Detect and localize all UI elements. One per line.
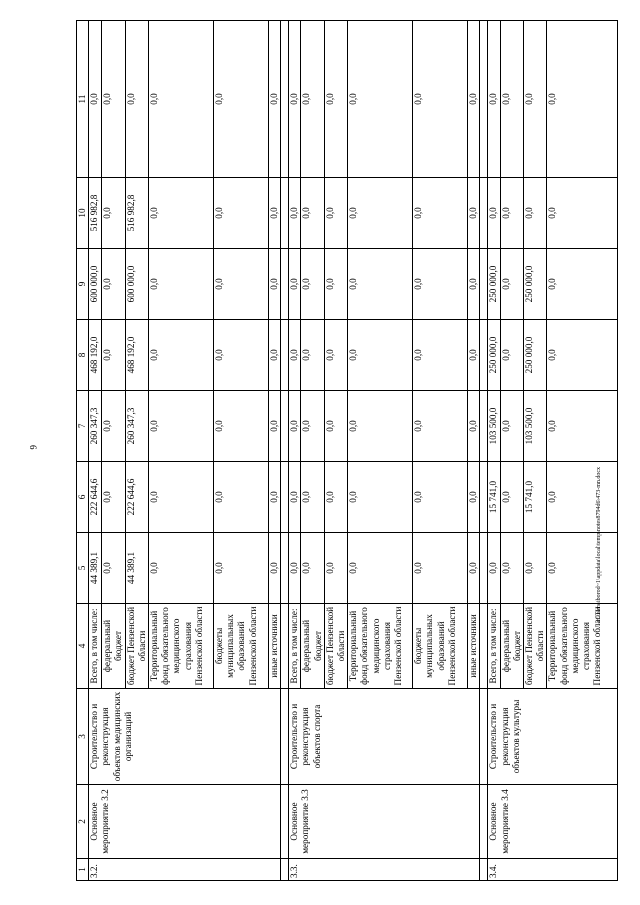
table-row xyxy=(89,21,102,881)
amount-cell: 260 347,3 xyxy=(125,391,148,462)
amount-cell: 0,0 xyxy=(547,178,618,249)
amount-cell: 0,0 xyxy=(413,320,468,391)
funding-source: федеральный бюджет xyxy=(500,604,523,689)
amount-cell: 0,0 xyxy=(269,178,281,249)
funding-source: бюджет Пензенской области xyxy=(524,604,547,689)
amount-cell: 0,0 xyxy=(500,391,523,462)
amount-cell: 0,0 xyxy=(468,249,480,320)
amount-cell: 0,0 xyxy=(289,249,301,320)
amount-cell: 0,0 xyxy=(324,21,347,178)
amount-cell: 516 982,8 xyxy=(125,178,148,249)
amount-cell: 0,0 xyxy=(301,533,324,604)
empty-cell xyxy=(281,859,289,881)
amount-cell: 0,0 xyxy=(269,21,281,178)
funding-source: Всего, в том числе: xyxy=(289,604,301,689)
item-number: 3.2. xyxy=(89,859,281,881)
funding-source: Всего, в том числе: xyxy=(89,604,102,689)
amount-cell: 0,0 xyxy=(102,21,125,178)
funding-source: федеральный бюджет xyxy=(301,604,324,689)
amount-cell: 0,0 xyxy=(214,391,269,462)
amount-cell: 0,0 xyxy=(289,462,301,533)
column-number: 7 xyxy=(77,391,89,462)
empty-cell xyxy=(281,462,289,533)
amount-cell: 0,0 xyxy=(348,249,413,320)
amount-cell: 0,0 xyxy=(324,533,347,604)
amount-cell: 15 741,0 xyxy=(488,462,500,533)
amount-cell: 0,0 xyxy=(547,533,618,604)
funding-source: Всего, в том числе: xyxy=(488,604,500,689)
amount-cell: 250 000,0 xyxy=(524,249,547,320)
amount-cell: 0,0 xyxy=(488,21,500,178)
funding-source: бюджет Пензенской области xyxy=(125,604,148,689)
amount-cell: 0,0 xyxy=(301,178,324,249)
amount-cell: 103 500,0 xyxy=(524,391,547,462)
amount-cell: 0,0 xyxy=(269,391,281,462)
amount-cell: 0,0 xyxy=(324,462,347,533)
amount-cell: 0,0 xyxy=(500,320,523,391)
amount-cell: 0,0 xyxy=(214,21,269,178)
amount-cell: 0,0 xyxy=(413,178,468,249)
amount-cell: 600 000,0 xyxy=(89,249,102,320)
empty-cell xyxy=(480,689,488,785)
column-number: 5 xyxy=(77,533,89,604)
amount-cell: 0,0 xyxy=(413,391,468,462)
amount-cell: 0,0 xyxy=(547,391,618,462)
amount-cell: 468 192,0 xyxy=(89,320,102,391)
amount-cell: 0,0 xyxy=(547,249,618,320)
amount-cell: 0,0 xyxy=(413,462,468,533)
amount-cell: 0,0 xyxy=(89,21,102,178)
empty-cell xyxy=(480,859,488,881)
amount-cell: 0,0 xyxy=(488,533,500,604)
amount-cell: 0,0 xyxy=(102,320,125,391)
amount-cell: 250 000,0 xyxy=(488,249,500,320)
measure-description: Строительство и реконструкция объектов медицинских организаций xyxy=(89,689,281,785)
amount-cell: 0,0 xyxy=(289,320,301,391)
amount-cell: 0,0 xyxy=(269,462,281,533)
item-number: 3.3. xyxy=(289,859,480,881)
amount-cell: 0,0 xyxy=(488,178,500,249)
amount-cell: 0,0 xyxy=(301,21,324,178)
amount-cell: 0,0 xyxy=(468,21,480,178)
amount-cell: 0,0 xyxy=(214,320,269,391)
amount-cell: 0,0 xyxy=(348,178,413,249)
column-number: 10 xyxy=(77,178,89,249)
amount-cell: 0,0 xyxy=(149,320,214,391)
column-number: 3 xyxy=(77,689,89,785)
amount-cell: 0,0 xyxy=(324,391,347,462)
amount-cell: 0,0 xyxy=(301,249,324,320)
amount-cell: 44 389,1 xyxy=(125,533,148,604)
funding-source: Территориальный фонд обязательного медицинского страхования Пензенской области xyxy=(149,604,214,689)
amount-cell: 0,0 xyxy=(214,249,269,320)
amount-cell: 250 000,0 xyxy=(488,320,500,391)
empty-cell xyxy=(480,178,488,249)
amount-cell: 516 982,8 xyxy=(89,178,102,249)
amount-cell: 600 000,0 xyxy=(125,249,148,320)
amount-cell: 0,0 xyxy=(301,391,324,462)
amount-cell: 0,0 xyxy=(214,533,269,604)
funding-source: иные источники xyxy=(468,604,480,689)
amount-cell: 0,0 xyxy=(301,462,324,533)
amount-cell: 0,0 xyxy=(289,391,301,462)
amount-cell: 260 347,3 xyxy=(89,391,102,462)
funding-source: Территориальный фонд обязательного медицинского страхования Пензенской области xyxy=(547,604,618,689)
funding-source: иные источники xyxy=(269,604,281,689)
amount-cell: 0,0 xyxy=(214,462,269,533)
amount-cell: 0,0 xyxy=(269,249,281,320)
separator-row xyxy=(281,21,289,881)
column-number-row xyxy=(77,21,89,881)
empty-cell xyxy=(281,391,289,462)
amount-cell: 0,0 xyxy=(149,391,214,462)
empty-cell xyxy=(480,462,488,533)
column-number: 11 xyxy=(77,21,89,178)
table-row xyxy=(488,21,500,881)
amount-cell: 0,0 xyxy=(289,21,301,178)
empty-cell xyxy=(480,249,488,320)
amount-cell: 222 644,6 xyxy=(125,462,148,533)
amount-cell: 0,0 xyxy=(524,21,547,178)
amount-cell: 0,0 xyxy=(289,178,301,249)
funding-table xyxy=(76,20,618,881)
amount-cell: 0,0 xyxy=(348,462,413,533)
amount-cell: 0,0 xyxy=(102,391,125,462)
amount-cell: 0,0 xyxy=(149,249,214,320)
empty-cell xyxy=(480,391,488,462)
measure-name: Основное мероприятие 3.2 xyxy=(89,785,281,859)
table-row xyxy=(289,21,301,881)
column-number: 4 xyxy=(77,604,89,689)
measure-name: Основное мероприятие 3.3 xyxy=(289,785,480,859)
empty-cell xyxy=(281,604,289,689)
amount-cell: 0,0 xyxy=(214,178,269,249)
empty-cell xyxy=(480,320,488,391)
empty-cell xyxy=(480,533,488,604)
amount-cell: 0,0 xyxy=(102,462,125,533)
table-body xyxy=(77,21,618,881)
amount-cell: 0,0 xyxy=(149,178,214,249)
empty-cell xyxy=(281,689,289,785)
empty-cell xyxy=(281,249,289,320)
measure-description: Строительство и реконструкция объектов спорта xyxy=(289,689,480,785)
amount-cell: 103 500,0 xyxy=(488,391,500,462)
amount-cell: 222 644,6 xyxy=(89,462,102,533)
column-number: 6 xyxy=(77,462,89,533)
amount-cell: 0,0 xyxy=(102,533,125,604)
amount-cell: 0,0 xyxy=(301,320,324,391)
empty-cell xyxy=(480,785,488,859)
amount-cell: 0,0 xyxy=(547,21,618,178)
amount-cell: 0,0 xyxy=(102,249,125,320)
amount-cell: 0,0 xyxy=(324,320,347,391)
amount-cell: 0,0 xyxy=(500,533,523,604)
amount-cell: 0,0 xyxy=(468,462,480,533)
item-number: 3.4. xyxy=(488,859,618,881)
amount-cell: 0,0 xyxy=(468,178,480,249)
amount-cell: 0,0 xyxy=(547,320,618,391)
amount-cell: 468 192,0 xyxy=(125,320,148,391)
amount-cell: 0,0 xyxy=(348,21,413,178)
amount-cell: 0,0 xyxy=(524,533,547,604)
amount-cell: 0,0 xyxy=(468,391,480,462)
empty-cell xyxy=(480,604,488,689)
amount-cell: 0,0 xyxy=(500,462,523,533)
amount-cell: 0,0 xyxy=(149,533,214,604)
amount-cell: 0,0 xyxy=(524,178,547,249)
funding-source: бюджет Пензенской области xyxy=(324,604,347,689)
column-number: 8 xyxy=(77,320,89,391)
funding-source: бюджеты муниципальных образований Пензенской области xyxy=(413,604,468,689)
funding-source: Территориальный фонд обязательного медицинского страхования Пензенской области xyxy=(348,604,413,689)
amount-cell: 0,0 xyxy=(324,178,347,249)
empty-cell xyxy=(281,21,289,178)
page-number: 6 xyxy=(28,445,38,450)
separator-row xyxy=(480,21,488,881)
column-number: 9 xyxy=(77,249,89,320)
file-path-footer: c:\users\iborod~1\appdata\local\temp\notes8794d6\473-mn.docx xyxy=(596,466,602,622)
amount-cell: 0,0 xyxy=(348,320,413,391)
amount-cell: 0,0 xyxy=(547,462,618,533)
amount-cell: 0,0 xyxy=(324,249,347,320)
amount-cell: 0,0 xyxy=(149,462,214,533)
amount-cell: 0,0 xyxy=(468,320,480,391)
amount-cell: 0,0 xyxy=(413,249,468,320)
column-number: 1 xyxy=(77,859,89,881)
measure-description: Строительство и реконструкция объектов культуры xyxy=(488,689,618,785)
amount-cell: 0,0 xyxy=(269,533,281,604)
amount-cell: 0,0 xyxy=(500,178,523,249)
amount-cell: 15 741,0 xyxy=(524,462,547,533)
empty-cell xyxy=(281,533,289,604)
empty-cell xyxy=(480,21,488,178)
measure-name: Основное мероприятие 3.4 xyxy=(488,785,618,859)
empty-cell xyxy=(281,785,289,859)
amount-cell: 0,0 xyxy=(289,533,301,604)
amount-cell: 0,0 xyxy=(269,320,281,391)
amount-cell: 0,0 xyxy=(468,533,480,604)
amount-cell: 0,0 xyxy=(413,21,468,178)
amount-cell: 250 000,0 xyxy=(524,320,547,391)
amount-cell: 0,0 xyxy=(413,533,468,604)
amount-cell: 44 389,1 xyxy=(89,533,102,604)
amount-cell: 0,0 xyxy=(500,249,523,320)
funding-source: бюджеты муниципальных образований Пензенской области xyxy=(214,604,269,689)
amount-cell: 0,0 xyxy=(149,21,214,178)
amount-cell: 0,0 xyxy=(102,178,125,249)
amount-cell: 0,0 xyxy=(348,391,413,462)
amount-cell: 0,0 xyxy=(500,21,523,178)
amount-cell: 0,0 xyxy=(348,533,413,604)
empty-cell xyxy=(281,178,289,249)
amount-cell: 0,0 xyxy=(125,21,148,178)
funding-source: федеральный бюджет xyxy=(102,604,125,689)
column-number: 2 xyxy=(77,785,89,859)
empty-cell xyxy=(281,320,289,391)
